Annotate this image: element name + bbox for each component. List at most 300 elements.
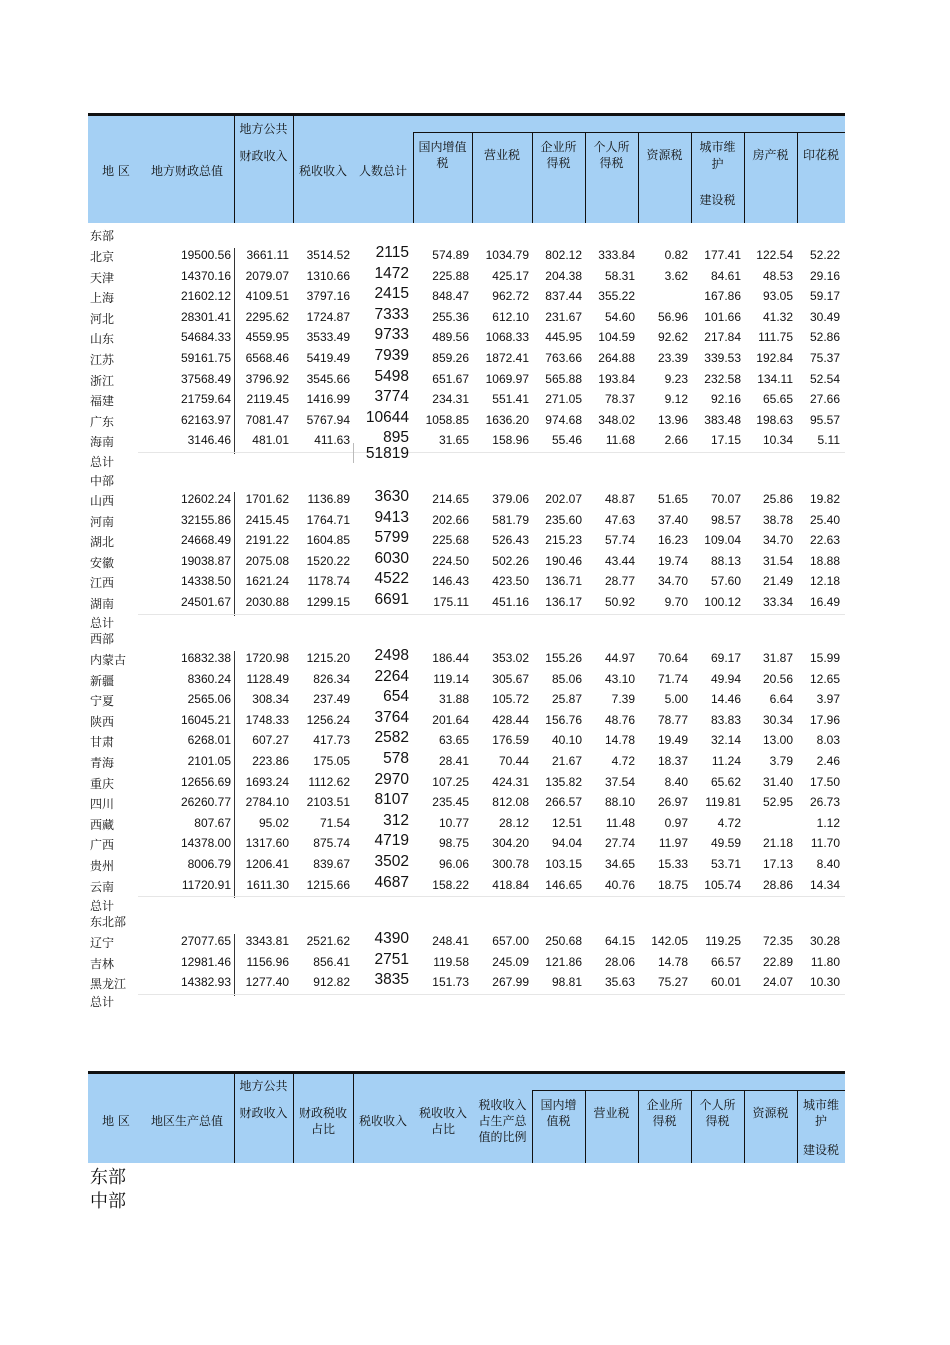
table2-header-tax-gdp-line2: 占生产总 — [478, 1114, 527, 1128]
data-cell: 17.50 — [809, 774, 840, 789]
data-cell: 32155.86 — [180, 512, 231, 527]
data-cell: 812.08 — [492, 795, 529, 810]
data-cell: 31.87 — [762, 651, 793, 665]
row-region: 广东 — [90, 414, 115, 429]
section-label: 中部 — [90, 474, 115, 488]
data-cell: 225.88 — [432, 268, 469, 283]
data-cell: 5.00 — [664, 692, 688, 707]
data-cell: 27.66 — [809, 392, 840, 407]
data-cell: 2101.05 — [187, 754, 231, 768]
data-cell: 21602.12 — [180, 289, 231, 304]
data-cell: 2784.10 — [245, 795, 289, 810]
population-cell: 3502 — [374, 853, 409, 870]
table2-header-tax-ratio-line2: 占比 — [430, 1122, 455, 1136]
data-cell: 445.95 — [545, 330, 582, 345]
table2-header-divider — [585, 1090, 586, 1163]
population-cell: 3835 — [374, 971, 409, 989]
data-cell: 411.63 — [314, 433, 350, 448]
data-cell: 202.66 — [432, 512, 469, 527]
data-cell: 2191.22 — [245, 533, 289, 548]
data-cell: 85.06 — [551, 671, 582, 686]
data-cell: 217.84 — [704, 330, 741, 345]
table2-header-urban-tax-line2: 护 — [814, 1114, 827, 1128]
data-cell: 186.44 — [432, 651, 469, 665]
table1-header-divider — [638, 132, 639, 223]
data-cell: 12656.69 — [180, 774, 231, 789]
table1-header-divider — [744, 132, 745, 223]
data-cell: 146.43 — [432, 574, 469, 589]
data-cell: 26.97 — [657, 795, 688, 810]
data-cell: 8006.79 — [187, 857, 231, 871]
section-total-label: 总计 — [90, 899, 115, 913]
data-cell: 48.53 — [762, 268, 793, 283]
data-cell: 8.40 — [816, 857, 840, 871]
data-cell: 30.28 — [809, 934, 840, 948]
row-region: 广西 — [90, 838, 115, 853]
table2-section-label: 中部 — [90, 1191, 126, 1212]
data-cell: 43.10 — [604, 671, 635, 686]
data-cell: 75.37 — [809, 351, 840, 365]
data-cell: 56.96 — [657, 309, 688, 324]
data-cell: 16045.21 — [180, 712, 231, 727]
row-region: 江苏 — [90, 353, 115, 367]
data-cell: 7081.47 — [245, 412, 289, 427]
data-cell: 109.04 — [704, 533, 741, 548]
data-cell: 40.76 — [604, 877, 635, 892]
data-cell: 3.79 — [769, 754, 793, 768]
row-region: 天津 — [90, 270, 115, 285]
table1-header-subrule — [413, 132, 845, 133]
table2-header-public-revenue-line2: 财政收入 — [239, 1106, 288, 1120]
data-cell: 34.70 — [762, 533, 793, 548]
data-cell: 912.82 — [313, 975, 350, 990]
data-cell: 3.97 — [816, 692, 840, 707]
data-cell: 50.92 — [604, 595, 635, 609]
data-cell: 1724.87 — [306, 309, 350, 324]
data-cell: 22.89 — [762, 954, 793, 969]
data-cell: 1112.62 — [308, 774, 350, 789]
data-cell: 136.17 — [545, 595, 582, 609]
table2-header-tax-revenue: 税收收入 — [358, 1114, 407, 1128]
data-cell: 57.60 — [710, 574, 741, 589]
data-cell: 2565.06 — [187, 692, 231, 707]
table2-header-fiscal-tax-ratio-line2: 占比 — [310, 1122, 335, 1136]
data-cell: 12981.46 — [180, 954, 231, 969]
population-cell: 4390 — [374, 930, 409, 947]
table1-header-corp-tax-line1: 企业所 — [540, 140, 577, 154]
data-cell: 28.12 — [498, 815, 529, 830]
data-cell: 1310.66 — [306, 268, 350, 283]
data-cell: 271.05 — [545, 392, 582, 407]
data-cell: 1764.71 — [306, 512, 350, 527]
data-cell: 190.46 — [545, 553, 582, 568]
data-cell: 9.12 — [664, 392, 688, 407]
data-cell: 119.14 — [433, 671, 469, 686]
data-cell: 2.46 — [816, 754, 840, 768]
data-cell: 234.31 — [432, 392, 469, 407]
data-cell: 28.86 — [762, 877, 793, 892]
data-cell: 10.30 — [809, 975, 840, 990]
data-cell: 20.56 — [762, 671, 793, 686]
data-cell: 69.17 — [710, 651, 741, 665]
population-cell: 4522 — [374, 570, 409, 588]
population-cell: 3774 — [374, 388, 409, 406]
table2-header-resource-tax: 资源税 — [752, 1106, 789, 1120]
data-cell: 1299.15 — [306, 595, 350, 609]
data-cell: 565.88 — [545, 371, 582, 386]
table1-header-divider — [797, 132, 798, 223]
data-cell: 5767.94 — [306, 412, 350, 427]
table2-header-tax-gdp-line1: 税收收入 — [478, 1098, 527, 1112]
data-cell: 11.97 — [658, 836, 688, 851]
data-cell: 1.12 — [816, 815, 840, 830]
data-cell: 848.47 — [432, 289, 469, 304]
data-cell: 14370.16 — [180, 268, 231, 283]
data-cell: 31.40 — [762, 774, 793, 789]
data-cell: 2103.51 — [306, 795, 350, 810]
data-cell: 355.22 — [598, 289, 635, 304]
data-cell: 84.61 — [710, 268, 741, 283]
data-cell: 94.04 — [551, 836, 582, 851]
data-cell: 1206.41 — [245, 857, 289, 871]
data-cell: 1156.96 — [246, 954, 289, 969]
data-cell: 418.84 — [492, 877, 529, 892]
data-cell: 3343.81 — [245, 934, 289, 948]
row-region: 西藏 — [90, 817, 115, 832]
data-cell: 98.57 — [710, 512, 741, 527]
data-cell: 24668.49 — [180, 533, 231, 548]
table1-header-region: 地 区 — [102, 164, 130, 178]
data-cell: 38.78 — [762, 512, 793, 527]
data-cell: 11.70 — [810, 836, 840, 851]
data-cell: 12.18 — [809, 574, 840, 589]
population-cell: 4687 — [374, 873, 409, 891]
data-cell: 78.37 — [604, 392, 635, 407]
data-cell: 8.40 — [664, 774, 688, 789]
data-cell: 1277.40 — [245, 975, 289, 990]
data-cell: 29.16 — [809, 268, 840, 283]
data-cell: 13.96 — [657, 412, 688, 427]
data-cell: 1693.24 — [245, 774, 289, 789]
data-cell: 10.34 — [762, 433, 793, 448]
data-cell: 15.99 — [809, 651, 840, 665]
data-cell: 14.34 — [809, 877, 840, 892]
row-region: 江西 — [90, 576, 115, 591]
data-cell: 57.74 — [604, 533, 635, 548]
row-region: 河南 — [90, 514, 115, 529]
population-cell: 9413 — [374, 508, 409, 526]
data-cell: 3545.66 — [306, 371, 350, 386]
section-total-label: 总计 — [90, 455, 115, 469]
data-cell: 30.34 — [762, 712, 793, 727]
data-cell: 417.73 — [313, 733, 350, 748]
population-cell: 6691 — [374, 591, 409, 608]
data-cell: 875.74 — [313, 836, 350, 851]
data-cell: 24.07 — [762, 975, 793, 990]
data-cell: 2415.45 — [245, 512, 289, 527]
data-cell: 2119.45 — [246, 392, 289, 407]
data-cell: 167.86 — [704, 289, 741, 304]
data-cell: 15.33 — [657, 857, 688, 871]
data-cell: 28301.41 — [180, 309, 231, 324]
data-cell: 1069.97 — [485, 371, 529, 386]
data-cell: 425.17 — [492, 268, 529, 283]
data-cell: 962.72 — [492, 289, 529, 304]
data-cell: 53.71 — [710, 857, 741, 871]
data-cell: 72.35 — [762, 934, 793, 948]
population-cell: 9733 — [374, 326, 409, 344]
data-cell: 651.67 — [432, 371, 469, 386]
data-cell: 383.48 — [704, 412, 741, 427]
data-cell: 134.11 — [757, 371, 793, 386]
data-cell: 21.18 — [762, 836, 793, 851]
population-cell: 578 — [383, 750, 409, 767]
data-cell: 6.64 — [769, 692, 793, 707]
data-cell: 121.86 — [545, 954, 582, 969]
data-cell: 267.99 — [492, 975, 529, 990]
data-cell: 28.77 — [604, 574, 635, 589]
data-cell: 255.36 — [432, 309, 469, 324]
data-cell: 839.67 — [313, 857, 350, 871]
table2-header-corp-tax-line1: 企业所 — [646, 1098, 683, 1112]
data-cell: 551.41 — [492, 392, 529, 407]
data-cell: 104.59 — [598, 330, 635, 345]
table1-header-urban-tax-line2: 护 — [711, 157, 724, 171]
data-cell: 78.77 — [657, 712, 688, 727]
data-cell: 177.41 — [704, 248, 741, 262]
data-cell: 59161.75 — [180, 351, 231, 365]
row-region: 湖南 — [90, 597, 115, 611]
data-cell: 41.32 — [762, 309, 793, 324]
data-cell: 12.65 — [809, 671, 840, 686]
data-cell: 428.44 — [492, 712, 529, 727]
data-cell: 1068.33 — [485, 330, 529, 345]
data-cell: 526.43 — [492, 533, 529, 548]
population-cell: 2115 — [375, 244, 409, 261]
data-cell: 83.83 — [710, 712, 741, 727]
data-cell: 14.78 — [604, 733, 635, 748]
data-cell: 155.26 — [545, 651, 582, 665]
data-cell: 105.72 — [492, 692, 529, 707]
section-total-label: 总计 — [90, 616, 115, 630]
data-cell: 1701.62 — [245, 492, 289, 506]
data-cell: 71.54 — [319, 815, 350, 830]
data-cell: 49.59 — [710, 836, 741, 851]
data-cell: 146.65 — [545, 877, 582, 892]
data-cell: 1034.79 — [485, 248, 529, 262]
data-cell: 1720.98 — [245, 651, 289, 665]
data-cell: 55.46 — [551, 433, 582, 448]
data-cell: 30.49 — [809, 309, 840, 324]
table1-header-fiscal-total: 地方财政总值 — [150, 164, 223, 178]
data-cell: 215.23 — [545, 533, 582, 548]
data-cell: 92.62 — [657, 330, 688, 345]
data-cell: 198.63 — [756, 412, 793, 427]
data-cell: 51.65 — [657, 492, 688, 506]
table2-section-label: 东部 — [90, 1167, 126, 1188]
population-cell: 5799 — [374, 529, 409, 547]
table2-header-urban-tax-line1: 城市维 — [802, 1098, 839, 1112]
data-cell: 1621.24 — [245, 574, 289, 589]
row-region: 河北 — [90, 311, 115, 326]
data-cell: 26260.77 — [180, 795, 231, 810]
section-total-label: 总计 — [90, 995, 115, 1009]
data-cell: 54.60 — [604, 309, 635, 324]
data-cell: 2079.07 — [245, 268, 289, 283]
row-region: 黑龙江 — [90, 977, 127, 992]
data-cell: 34.70 — [657, 574, 688, 589]
data-cell: 52.95 — [762, 795, 793, 810]
table1-header-business-tax: 营业税 — [483, 148, 520, 162]
table1-header-public-revenue-line1: 地方公共 — [239, 122, 288, 136]
row-region: 云南 — [90, 879, 115, 894]
data-cell: 304.20 — [492, 836, 529, 851]
data-cell: 8360.24 — [187, 671, 231, 686]
data-cell: 16.23 — [657, 533, 688, 548]
table1-header-urban-tax-line3: 建设税 — [699, 193, 736, 207]
data-cell: 224.50 — [432, 553, 469, 568]
population-cell: 7939 — [374, 347, 409, 364]
table2-header-business-tax: 营业税 — [593, 1106, 630, 1120]
row-rule — [138, 896, 845, 897]
data-cell: 1520.22 — [306, 553, 350, 568]
data-cell: 58.31 — [604, 268, 635, 283]
population-cell: 2264 — [374, 667, 409, 685]
population-cell: 7333 — [374, 305, 409, 323]
data-cell: 142.05 — [651, 934, 688, 948]
data-cell: 65.62 — [710, 774, 741, 789]
data-cell: 48.76 — [604, 712, 635, 727]
section-label: 西部 — [90, 632, 115, 646]
population-cell: 2751 — [374, 950, 409, 968]
data-cell: 105.74 — [704, 877, 741, 892]
data-cell: 3146.46 — [187, 433, 231, 448]
table1-header-public-revenue-line2: 财政收入 — [239, 149, 288, 163]
data-cell: 333.84 — [598, 248, 635, 262]
data-cell: 23.39 — [657, 351, 688, 365]
data-cell: 14382.93 — [180, 975, 231, 990]
data-cell: 11.24 — [711, 754, 741, 768]
row-region: 山东 — [90, 332, 115, 347]
data-cell: 19.49 — [657, 733, 688, 748]
data-cell: 1128.49 — [246, 671, 289, 686]
data-cell: 202.07 — [545, 492, 582, 506]
row-region: 陕西 — [90, 714, 115, 729]
data-cell: 3533.49 — [306, 330, 350, 345]
data-cell: 235.45 — [432, 795, 469, 810]
row-region: 湖北 — [90, 535, 115, 550]
data-cell: 2295.62 — [245, 309, 289, 324]
population-cell: 895 — [383, 429, 409, 447]
population-cell: 3764 — [374, 708, 409, 726]
data-cell: 119.81 — [705, 795, 741, 810]
data-cell: 62163.97 — [180, 412, 231, 427]
table2-header-public-revenue-line1: 地方公共 — [239, 1079, 288, 1093]
data-cell: 34.65 — [604, 857, 635, 871]
table2-header-personal-tax-line1: 个人所 — [699, 1098, 736, 1112]
data-cell: 25.87 — [551, 692, 582, 707]
data-cell: 31.65 — [438, 433, 469, 448]
table2-header-gdp: 地区生产总值 — [150, 1114, 223, 1128]
data-cell: 245.09 — [492, 954, 529, 969]
data-cell: 8.03 — [816, 733, 840, 748]
data-cell: 135.82 — [545, 774, 582, 789]
data-cell: 6268.01 — [187, 733, 231, 748]
data-cell: 19.74 — [657, 553, 688, 568]
data-cell: 223.86 — [252, 754, 289, 768]
data-cell: 98.75 — [438, 836, 469, 851]
data-cell: 856.41 — [313, 954, 350, 969]
data-cell: 151.73 — [432, 975, 469, 990]
data-cell: 353.02 — [492, 651, 529, 665]
table2-header-personal-tax-line2: 得税 — [705, 1114, 730, 1128]
table2-header-vat-line1: 国内增 — [540, 1098, 577, 1112]
data-cell: 1748.33 — [245, 712, 289, 727]
data-cell: 14.46 — [710, 692, 741, 707]
data-cell: 348.02 — [598, 412, 635, 427]
data-cell: 6568.46 — [245, 351, 289, 365]
data-cell: 100.12 — [704, 595, 741, 609]
row-region: 内蒙古 — [90, 653, 127, 667]
data-cell: 13.00 — [762, 733, 793, 748]
data-cell: 48.87 — [604, 492, 635, 506]
data-cell: 11.68 — [605, 433, 635, 448]
data-cell: 5.11 — [817, 433, 840, 448]
data-cell: 3797.16 — [306, 289, 350, 304]
row-rule — [138, 452, 845, 453]
row-region: 北京 — [90, 250, 115, 264]
data-cell: 14378.00 — [180, 836, 231, 851]
table1-header-personal-tax-line1: 个人所 — [593, 140, 630, 154]
data-cell: 424.31 — [492, 774, 529, 789]
section-total-population: 51819 — [365, 445, 409, 462]
data-cell: 11720.91 — [181, 877, 231, 892]
data-cell: 807.67 — [194, 815, 231, 830]
data-cell: 502.26 — [492, 553, 529, 568]
data-cell: 95.57 — [809, 412, 840, 427]
data-cell: 96.06 — [438, 857, 469, 871]
table1-header-population: 人数总计 — [358, 164, 407, 178]
data-cell: 158.96 — [492, 433, 529, 448]
data-cell: 1178.74 — [307, 574, 350, 589]
data-cell: 26.73 — [809, 795, 840, 810]
data-cell: 1215.20 — [306, 651, 350, 665]
data-cell: 59.17 — [809, 289, 840, 304]
data-cell: 481.01 — [252, 433, 289, 448]
data-cell: 43.44 — [604, 553, 635, 568]
data-cell: 70.64 — [657, 651, 688, 665]
data-cell: 9.23 — [664, 371, 688, 386]
data-cell: 19.82 — [809, 492, 840, 506]
table1-header-vat-line2: 税 — [436, 156, 449, 170]
row-region: 吉林 — [90, 956, 115, 971]
data-cell: 1215.66 — [306, 877, 350, 892]
data-cell: 12.51 — [551, 815, 582, 830]
data-cell: 119.25 — [705, 934, 741, 948]
data-cell: 574.89 — [432, 248, 469, 262]
population-cell: 1472 — [374, 264, 409, 282]
data-cell: 18.37 — [657, 754, 688, 768]
data-cell: 802.12 — [545, 248, 582, 262]
data-cell: 612.10 — [492, 309, 529, 324]
data-cell: 308.34 — [252, 692, 289, 707]
data-cell: 93.05 — [762, 289, 793, 304]
data-cell: 1416.99 — [306, 392, 350, 407]
table1-header-vat-line1: 国内增值 — [418, 140, 467, 154]
data-cell: 9.70 — [664, 595, 688, 609]
data-cell: 423.50 — [492, 574, 529, 589]
table2-header-tax-ratio-line1: 税收收入 — [418, 1106, 467, 1120]
